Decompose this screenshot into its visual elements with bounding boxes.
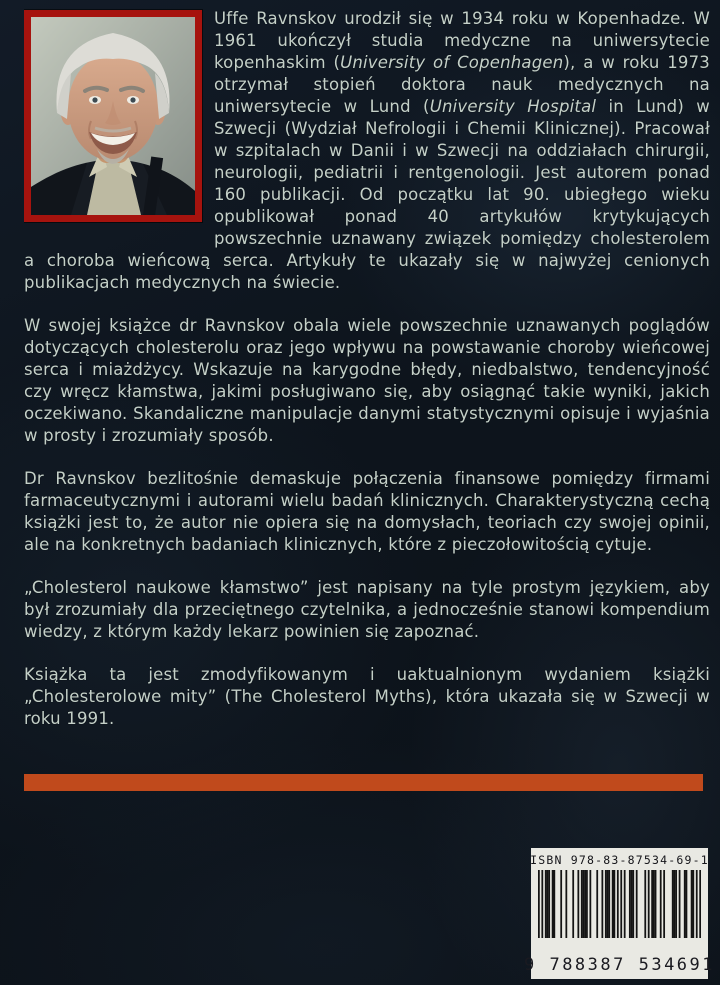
paragraph: Dr Ravnskov bezlitośnie demaskuje połączenia finansowe pomiędzy firmami farmaceutycznymi i autorami wielu badań klinicznych. Charakterystyczną cechą książki jest to, że autor nie opiera się na domysłach, teoriach czy swojej opinii, ale na konkretnych badaniach klinicznych, które z pieczołowitością cytuje. — [24, 469, 710, 554]
barcode-number: 9 788387 534691 — [523, 955, 716, 975]
paragraph: „Cholesterol naukowe kłamstwo” jest napisany na tyle prostym językiem, aby był zrozumiały dla przeciętnego czytelnika, a jednocześnie stanowi kompendium wiedzy, z którym każdy lekarz powinien się zapoznać. — [24, 578, 710, 641]
isbn-label: ISBN 978-83-87534-69-1 — [530, 853, 709, 867]
isbn-barcode — [523, 848, 716, 979]
divider-bar — [24, 774, 703, 791]
paragraph: Uffe Ravnskov urodził się w 1934 roku w Kopenhadze. W 1961 ukończył studia medyczne na uniwersytecie kopenhaskim (University of Copenhagen), a w roku 1973 otrzymał stopień doktora nauk medycznych na uniwersytecie w Lund (University Hospital in Lund) w Szwecji (Wydział Nefrologii i Chemii Klinicznej). Pracował w szpitalach w Danii i w Szwecji na oddziałach chirurgii, neurologii, pediatrii i rentgenologii. Jest autorem ponad 160 publikacji. Od początku lat 90. ubiegłego wieku opublikował ponad 40 artykułów krytykujących powszechnie uznawany związek pomiędzy cholesterolem a choroba wieńcową serca. Artykuły te ukazały się w najwyżej cenionych publikacjach medycznych na świecie. — [24, 9, 710, 292]
paragraph: W swojej książce dr Ravnskov obala wiele powszechnie uznawanych poglądów dotyczących cholesterolu oraz jego wpływu na powstawanie choroby wieńcowej serca i miażdżycy. Wskazuje na karygodne błędy, niedbalstwo, tendencyjność czy wręcz kłamstwa, jakimi posługiwano się, aby osiągnąć takie wyniki, jakich oczekiwano. Skandaliczne manipulacje danymi statystycznymi opisuje i wyjaśnia w prosty i zrozumiały sposób. — [24, 316, 710, 445]
author-photo — [24, 10, 202, 222]
barcode-bars — [538, 870, 701, 954]
back-cover-text-block — [24, 8, 710, 770]
paragraph: Książka ta jest zmodyfikowanym i uaktualnionym wydaniem książki „Cholesterolowe mity” (The Cholesterol Myths), która ukazała się w Szwecji w roku 1991. — [24, 665, 710, 728]
author-portrait-illustration — [31, 17, 195, 215]
